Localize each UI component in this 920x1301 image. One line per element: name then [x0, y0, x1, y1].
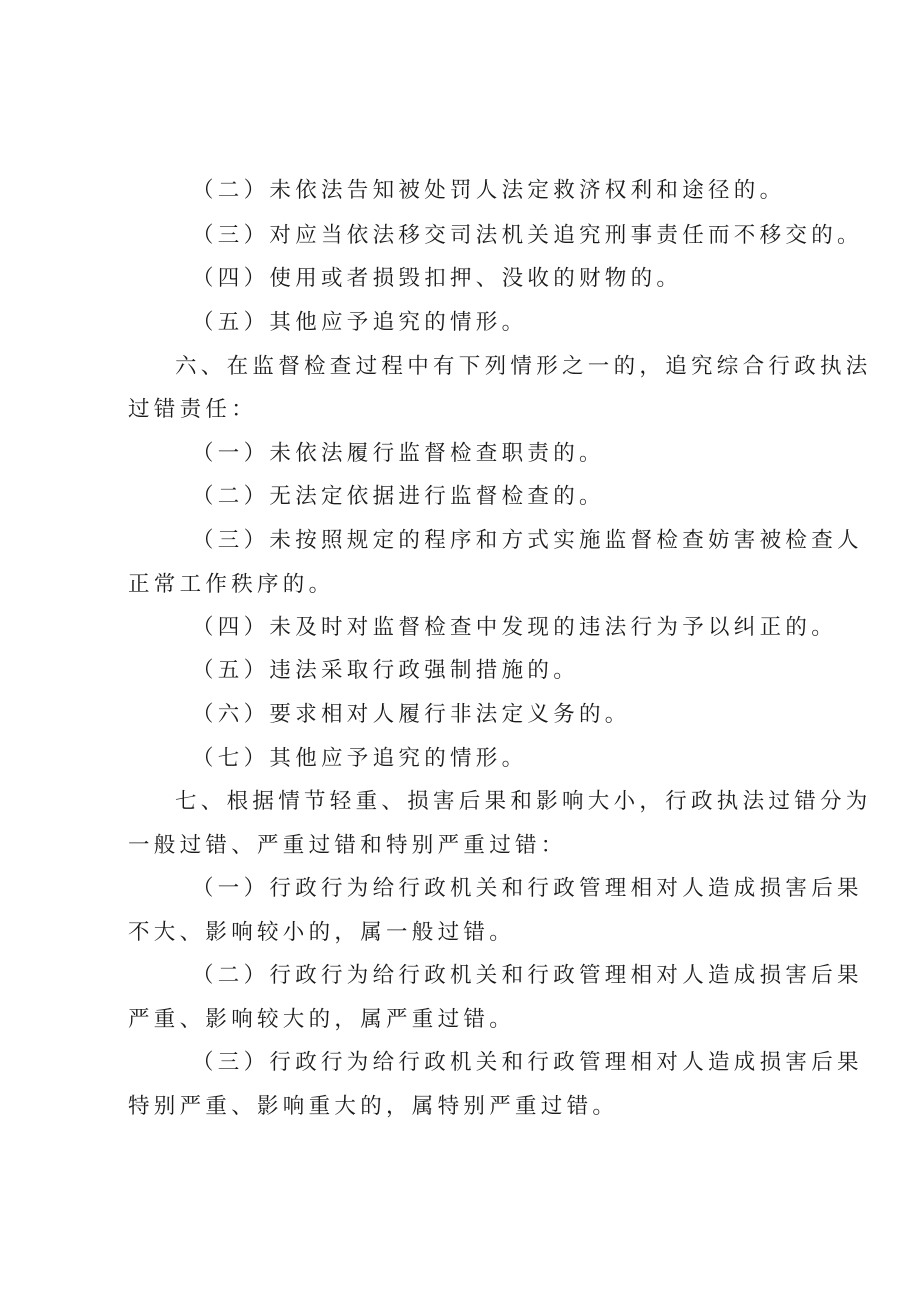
paragraph-line: 严重、影响较大的，属严重过错。 [128, 1007, 516, 1032]
paragraph-line: （三）对应当依法移交司法机关追究刑事责任而不移交的。 [192, 223, 863, 248]
paragraph-line: （二）行政行为给行政机关和行政管理相对人造成损害后果 [192, 963, 863, 988]
paragraph-line: （一）行政行为给行政机关和行政管理相对人造成损害后果 [192, 876, 863, 901]
paragraph-line: （二）未依法告知被处罚人法定救济权利和途径的。 [192, 178, 786, 203]
paragraph-line: （四）使用或者损毁扣押、没收的财物的。 [192, 266, 683, 291]
section-heading-line: 七、根据情节轻重、损害后果和影响大小，行政执法过错分为 [175, 789, 872, 814]
paragraph-line: 过错责任： [128, 397, 258, 422]
paragraph-line: 一般过错、严重过错和特别严重过错： [128, 833, 567, 858]
paragraph-line: （二）无法定依据进行监督检查的。 [192, 484, 605, 509]
paragraph-line: （四）未及时对监督检查中发现的违法行为予以纠正的。 [192, 615, 838, 640]
paragraph-line: （五）违法采取行政强制措施的。 [192, 658, 580, 683]
paragraph-line: （五）其他应予追究的情形。 [192, 310, 528, 335]
section-heading-line: 六、在监督检查过程中有下列情形之一的，追究综合行政执法 [175, 354, 872, 379]
paragraph-line: （一）未依法履行监督检查职责的。 [192, 441, 605, 466]
paragraph-line: （七）其他应予追究的情形。 [192, 746, 528, 771]
paragraph-line: （三）行政行为给行政机关和行政管理相对人造成损害后果 [192, 1050, 863, 1075]
paragraph-line: （六）要求相对人履行非法定义务的。 [192, 702, 631, 727]
paragraph-line: 不大、影响较小的，属一般过错。 [128, 920, 516, 945]
paragraph-line: 正常工作秩序的。 [128, 572, 335, 597]
paragraph-line: 特别严重、影响重大的，属特别严重过错。 [128, 1094, 619, 1119]
paragraph-line: （三）未按照规定的程序和方式实施监督检查妨害被检查人 [192, 528, 863, 553]
